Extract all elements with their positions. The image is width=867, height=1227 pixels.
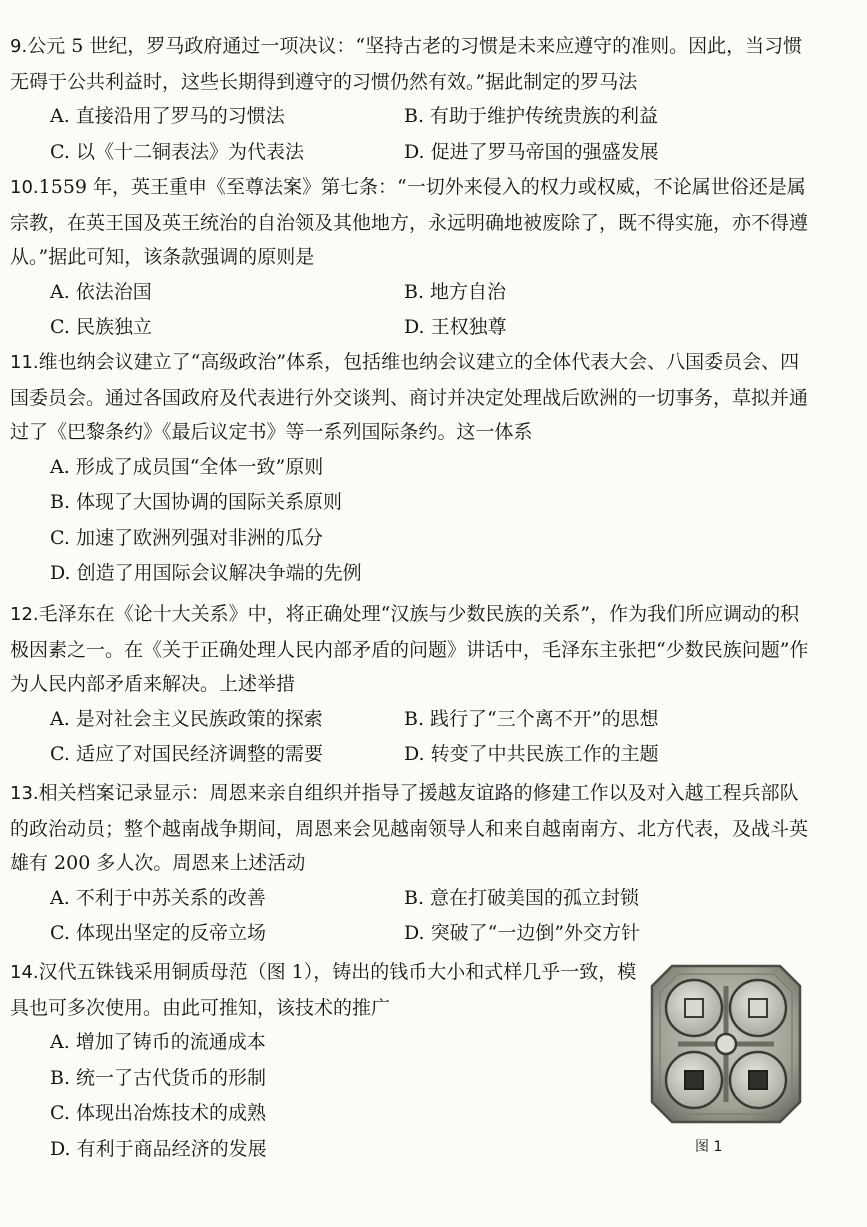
question-stem: 9.公元 5 世纪，罗马政府通过一项决议：“坚持古老的习惯是未来应遵守的准则。因此，当习惯无碍于公共利益时，这些长期得到遵守的习惯仍然有效。”据此制定的罗马法 — [10, 35, 803, 93]
options-row — [10, 702, 810, 738]
options-row — [10, 275, 810, 311]
question-11 — [10, 345, 810, 592]
question-stem: 12.毛泽东在《论十大关系》中，将正确处理“汉族与少数民族的关系”，作为我们所应调动的积极因素之一。在《关于正确处理人民内部矛盾的问题》讲话中，毛泽东主张把“少数民族问题”作为人民内部矛盾来解决。上述举措 — [10, 603, 809, 695]
bronze-coin-mold-image — [648, 962, 804, 1126]
question-9 — [10, 29, 810, 170]
question-stem: 13.相关档案记录显示：周恩来亲自组织并指导了援越友谊路的修建工作以及对入越工程兵部队的政治动员；整个越南战争期间，周恩来会见越南领导人和来自越南南方、北方代表，及战斗英雄有 200 多人次。周恩来上述活动 — [10, 782, 809, 874]
options-row — [10, 881, 810, 917]
question-13 — [10, 776, 810, 952]
option-d[interactable]: D. 王权独尊 — [404, 316, 507, 338]
coin-mold-figure — [648, 962, 804, 1126]
coin-cavity — [730, 980, 786, 1036]
option-c[interactable]: C. 体现出冶炼技术的成熟 — [50, 1102, 266, 1124]
option-a[interactable]: A. 形成了成员国“全体一致”原则 — [50, 455, 324, 478]
option-c[interactable]: C. 民族独立 — [50, 316, 152, 338]
option-b[interactable]: B. 意在打破美国的孤立封锁 — [404, 886, 640, 909]
coin-cavity — [666, 980, 722, 1036]
option-b[interactable]: B. 统一了古代货币的形制 — [50, 1066, 267, 1089]
option-d[interactable]: D. 创造了用国际会议解决争端的先例 — [50, 562, 362, 584]
option-d[interactable]: D. 促进了罗马帝国的强盛发展 — [404, 140, 659, 163]
coin-cavity — [730, 1052, 786, 1108]
coin-cavity — [666, 1052, 722, 1108]
option-a[interactable]: A. 不利于中苏关系的改善 — [50, 886, 266, 909]
option-a[interactable]: A. 增加了铸币的流通成本 — [50, 1031, 266, 1053]
option-c[interactable]: C. 体现出坚定的反帝立场 — [50, 922, 266, 944]
options-row — [10, 310, 810, 346]
option-d[interactable]: D. 突破了“一边倒”外交方针 — [404, 922, 641, 944]
option-b[interactable]: B. 地方自治 — [404, 280, 507, 303]
option-a[interactable]: A. 依法治国 — [50, 280, 152, 303]
options-row — [10, 135, 810, 171]
option-b[interactable]: B. 体现了大国协调的国际关系原则 — [50, 491, 343, 513]
option-b[interactable]: B. 践行了“三个离不开”的思想 — [404, 707, 659, 730]
option-d[interactable]: D. 转变了中共民族工作的主题 — [404, 743, 659, 765]
option-c[interactable]: C. 适应了对国民经济调整的需要 — [50, 743, 323, 765]
option-b[interactable]: B. 有助于维护传统贵族的利益 — [404, 105, 659, 127]
option-c[interactable]: C. 以《十二铜表法》为代表法 — [50, 140, 304, 163]
question-stem: 14.汉代五铢钱采用铜质母范（图 1），铸出的钱币大小和式样几乎一致，模具也可多次使用。由此可推知，该技术的推广 — [10, 961, 637, 1019]
question-12 — [10, 597, 810, 773]
options-row — [10, 737, 810, 773]
option-a[interactable]: A. 直接沿用了罗马的习惯法 — [50, 105, 285, 127]
option-d[interactable]: D. 有利于商品经济的发展 — [50, 1137, 267, 1160]
question-stem: 10.1559 年，英王重申《至尊法案》第七条：“一切外来侵入的权力或权威，不论属世俗还是属宗教，在英王国及英王统治的自治领及其他地方，永远明确地被废除了，既不得实施，亦不得遵从。”据此可知，该条款强调的原则是 — [10, 176, 809, 268]
figure-caption: 图 1 — [695, 1139, 723, 1155]
question-14 — [10, 955, 640, 1167]
option-a[interactable]: A. 是对社会主义民族政策的探索 — [50, 707, 323, 730]
options-row — [10, 99, 810, 135]
question-stem: 11.维也纳会议建立了“高级政治”体系，包括维也纳会议建立的全体代表大会、八国委员会、四国委员会。通过各国政府及代表进行外交谈判、商讨并决定处理战后欧洲的一切事务，草拟并通过了《巴黎条约》《最后议定书》等一系列国际条约。这一体系 — [10, 351, 809, 443]
options-list — [10, 450, 810, 592]
question-10 — [10, 170, 810, 346]
options-list — [10, 1025, 640, 1167]
options-row — [10, 916, 810, 952]
option-c[interactable]: C. 加速了欧洲列强对非洲的瓜分 — [50, 526, 323, 549]
